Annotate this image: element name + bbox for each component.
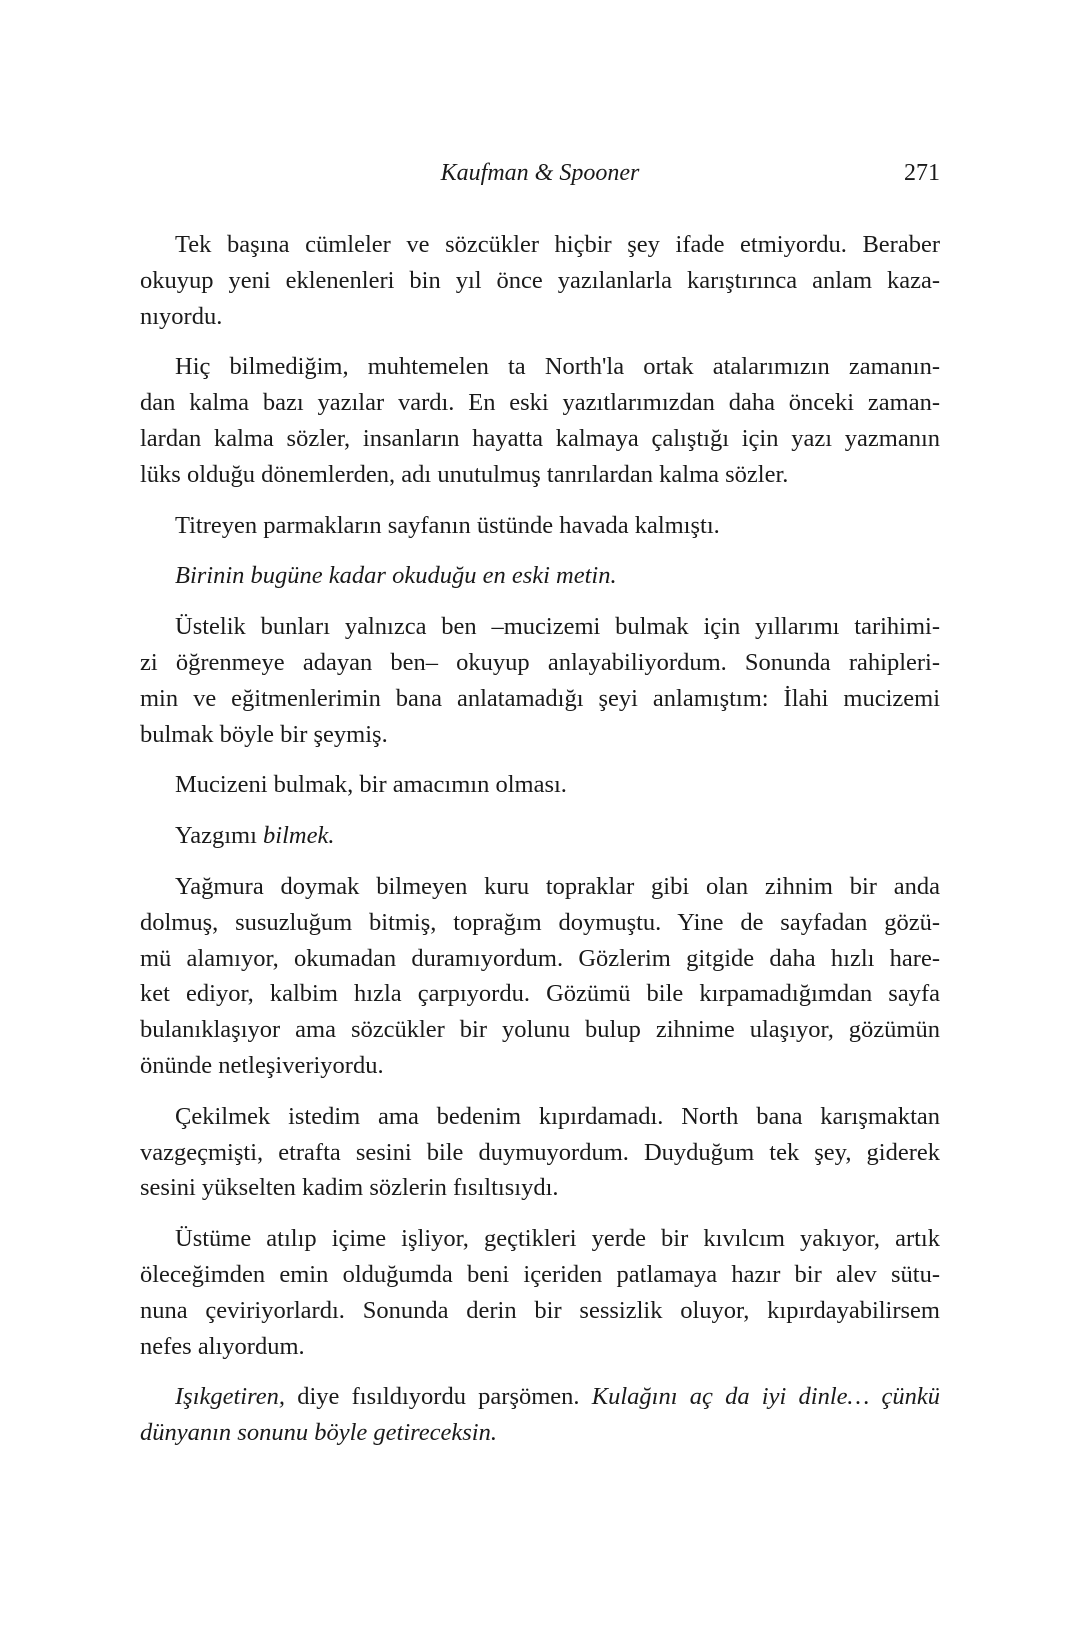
text-line <box>140 1293 940 1329</box>
text-line <box>140 349 940 385</box>
text-line <box>140 263 940 299</box>
text-segment: okuyup yeni eklenenleri bin yıl önce yazılanlarla karıştırınca anlam kaza- <box>140 266 940 294</box>
text-line <box>140 869 940 905</box>
text-line <box>140 717 940 753</box>
italic-text: bilmek. <box>263 822 335 850</box>
text-line <box>140 818 940 854</box>
italic-text: dünyanın sonunu böyle getireceksin. <box>140 1419 497 1447</box>
text-segment: lüks olduğu dönemlerden, adı unutulmuş tanrılardan kalma sözler. <box>140 460 789 488</box>
text-line <box>140 1012 940 1048</box>
text-segment: Mucizeni bulmak, bir amacımın olması. <box>175 771 567 799</box>
text-line <box>140 681 940 717</box>
paragraph <box>140 558 940 594</box>
text-line <box>140 1099 940 1135</box>
text-line <box>140 1048 940 1084</box>
paragraph <box>140 869 940 1084</box>
text-segment: nefes alıyordum. <box>140 1332 305 1360</box>
text-segment: sesini yükselten kadim sözlerin fısıltısıydı. <box>140 1174 559 1202</box>
text-segment: vazgeçmişti, etrafta sesini bile duymuyordum. Duyduğum tek şey, giderek <box>140 1138 940 1166</box>
italic-text: Işıkgetiren, <box>175 1383 285 1411</box>
italic-text: Birinin bugüne kadar okuduğu en eski metin. <box>175 562 617 590</box>
text-segment: mü alamıyor, okumadan duramıyordum. Gözlerim gitgide daha hızlı hare- <box>140 944 940 972</box>
text-line <box>140 1415 940 1451</box>
text-line <box>140 558 940 594</box>
body-text <box>140 227 940 1466</box>
text-segment: lardan kalma sözler, insanların hayatta kalmaya çalıştığı için yazı yazmanın <box>140 424 940 452</box>
paragraph <box>140 1379 940 1451</box>
text-line <box>140 609 940 645</box>
paragraph <box>140 1099 940 1206</box>
text-segment: ket ediyor, kalbim hızla çarpıyordu. Gözümü bile kırpamadığımdan sayfa <box>140 980 940 1008</box>
paragraph <box>140 767 940 803</box>
text-segment: Üstüme atılıp içime işliyor, geçtikleri yerde bir kıvılcım yakıyor, artık <box>175 1225 940 1253</box>
text-line <box>140 941 940 977</box>
text-line <box>140 1379 940 1415</box>
italic-text: Kulağını aç da iyi dinle… çünkü <box>591 1383 940 1411</box>
text-line <box>140 1170 940 1206</box>
paragraph <box>140 227 940 334</box>
text-line <box>140 1257 940 1293</box>
text-segment: Yazgımı <box>175 822 264 850</box>
text-line <box>140 1329 940 1365</box>
text-segment: dan kalma bazı yazılar vardı. En eski yazıtlarımızdan daha önceki zaman- <box>140 389 940 417</box>
text-segment: önünde netleşiveriyordu. <box>140 1051 384 1079</box>
text-line <box>140 1135 940 1171</box>
text-segment: Titreyen parmakların sayfanın üstünde havada kalmıştı. <box>175 511 720 539</box>
text-segment: Hiç bilmediğim, muhtemelen ta North'la ortak atalarımızın zamanın- <box>175 353 940 381</box>
text-line <box>140 976 940 1012</box>
text-segment: nıyordu. <box>140 302 223 330</box>
paragraph <box>140 1221 940 1364</box>
text-line <box>140 645 940 681</box>
text-segment: bulmak böyle bir şeymiş. <box>140 720 388 748</box>
text-segment: zi öğrenmeye adayan ben– okuyup anlayabiliyordum. Sonunda rahipleri- <box>140 648 940 676</box>
text-line <box>140 299 940 335</box>
text-segment: Yağmura doymak bilmeyen kuru topraklar gibi olan zihnim bir anda <box>175 872 940 900</box>
text-line <box>140 227 940 263</box>
text-line <box>140 457 940 493</box>
text-segment: min ve eğitmenlerimin bana anlatamadığı şeyi anlamıştım: İlahi mucizemi <box>140 684 940 712</box>
running-title: Kaufman & Spooner <box>440 160 640 186</box>
text-line <box>140 508 940 544</box>
paragraph <box>140 508 940 544</box>
text-segment: bulanıklaşıyor ama sözcükler bir yolunu bulup zihnime ulaşıyor, gözümün <box>140 1016 940 1044</box>
page-number: 271 <box>904 160 940 186</box>
paragraph <box>140 818 940 854</box>
text-segment: Tek başına cümleler ve sözcükler hiçbir şey ifade etmiyordu. Beraber <box>175 231 940 258</box>
text-segment: Üstelik bunları yalnızca ben –mucizemi bulmak için yıllarımı tarihimi- <box>175 613 940 641</box>
text-segment: Çekilmek istedim ama bedenim kıpırdamadı. North bana karışmaktan <box>175 1102 940 1130</box>
text-segment: diye fısıldıyordu parşömen. <box>285 1383 592 1411</box>
text-line <box>140 385 940 421</box>
running-head <box>140 160 940 194</box>
paragraph <box>140 349 940 492</box>
text-line <box>140 1221 940 1257</box>
text-segment: öleceğimden emin olduğumda beni içeriden patlamaya hazır bir alev sütu- <box>140 1260 940 1288</box>
text-segment: nuna çeviriyorlardı. Sonunda derin bir sessizlik oluyor, kıpırdayabilirsem <box>140 1296 940 1324</box>
text-line <box>140 421 940 457</box>
text-line <box>140 767 940 803</box>
text-line <box>140 905 940 941</box>
paragraph <box>140 609 940 752</box>
text-segment: dolmuş, susuzluğum bitmiş, toprağım doymuştu. Yine de sayfadan gözü- <box>140 908 940 936</box>
